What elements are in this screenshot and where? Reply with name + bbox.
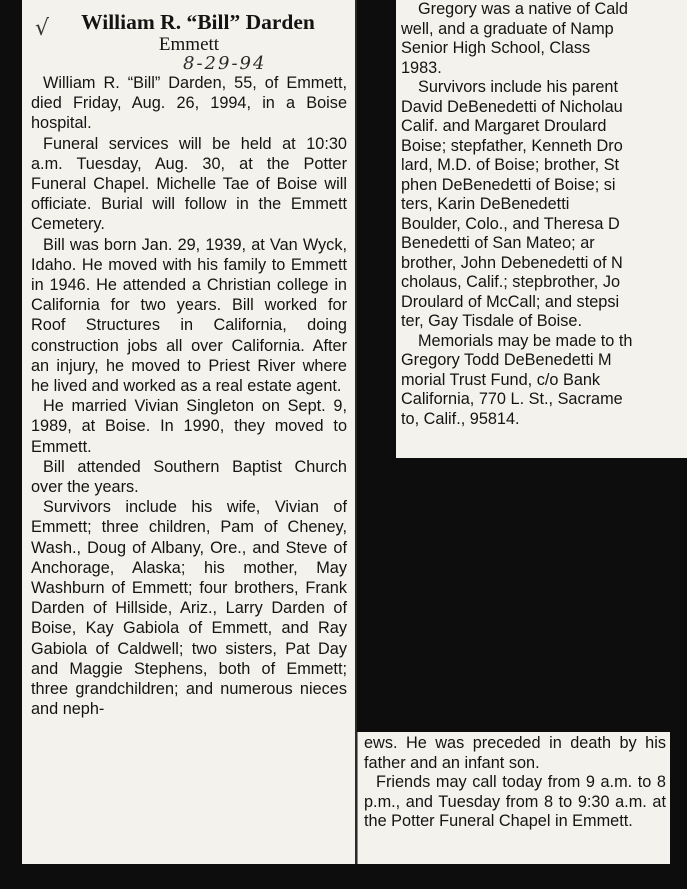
obituary-line: David DeBenedetti of Nicholau (401, 97, 623, 116)
obituary-paragraph: Bill was born Jan. 29, 1939, at Van Wyck, Idaho. He moved with his family to Emmett in 1946. He attended a Christian college in California for two years. Bill worked for Roof Structures in California, doing construction jobs all over California. After an injury, he moved to Priest River where he lived and worked as a real estate agent. (31, 235, 347, 396)
obituary-line: phen DeBenedetti of Boise; si (401, 175, 616, 194)
obituary-title: William R. “Bill” Darden (81, 10, 315, 34)
obituary-line: Gregory was a native of Cald (418, 0, 628, 18)
obituary-paragraph: Funeral services will be held at 10:30 a.m. Tuesday, Aug. 30, at the Potter Funeral Chapel. Michelle Tae of Boise will officiate. Burial will follow in the Emmett Cemetery. (31, 134, 347, 234)
obituary-line: to, Calif., 95814. (401, 409, 520, 428)
obituary-paragraph: Bill attended Southern Baptist Church over the years. (31, 457, 347, 497)
obituary-line: morial Trust Fund, c/o Bank (401, 370, 601, 389)
obituary-line: brother, John Debenedetti of N (401, 253, 623, 272)
checkmark-icon: √ (35, 16, 50, 41)
obituary-paragraph: ews. He was preceded in death by his father and an infant son. (364, 734, 666, 772)
obituary-line: Calif. and Margaret Droulard (401, 117, 607, 135)
obituary-line: Boise; stepfather, Kenneth Dro (401, 136, 623, 155)
obituary-paragraph: Friends may call today from 9 a.m. to 8 p.m., and Tuesday from 8 to 9:30 a.m. at the Potter Funeral Chapel in Emmett. (364, 773, 666, 831)
obituary-line: well, and a graduate of Namp (401, 19, 614, 38)
obituary-line: ters, Karin DeBenedetti (401, 195, 570, 213)
obituary-line: cholaus, Calif.; stepbrother, Jo (401, 273, 621, 291)
obituary-paragraph: William R. “Bill” Darden, 55, of Emmett, died Friday, Aug. 26, 1994, in a Boise hospital. (31, 74, 347, 133)
obituary-line: Senior High School, Class (401, 39, 591, 57)
obituary-line: lard, M.D. of Boise; brother, St (401, 156, 620, 174)
obituary-paragraph: Survivors include his wife, Vivian of Emmett; three children, Pam of Cheney, Wash., Doug of Albany, Ore., and Steve of Anchorage, Alaska; his mother, May Washburn of Emmett; four brothers, Frank Darden of Hillside, Ariz., Larry Darden of Boise, Kay Gabiola of Emmett, and Ray Gabiola of Caldwell; two sisters, Pat Day and Maggie Stephens, both of Emmett; three grandchildren; and numerous nieces and neph- (31, 498, 347, 719)
obituary-paragraph: He married Vivian Singleton on Sept. 9, 1989, at Boise. In 1990, they moved to Emmett. (31, 397, 347, 456)
obituary-line: Droulard of McCall; and stepsi (401, 292, 620, 311)
obituary-line: Gregory Todd DeBenedetti M (401, 351, 612, 369)
obituary-line: ter, Gay Tisdale of Boise. (401, 312, 582, 330)
obituary-line: Survivors include his parent (418, 78, 618, 96)
obituary-clipping-debenedetti (396, 0, 687, 458)
obituary-clipping-darden-continued (357, 732, 670, 864)
handwritten-date: 8-29-94 (183, 53, 267, 74)
obituary-header (31, 10, 347, 73)
obituary-line: 1983. (401, 58, 442, 77)
obituary-line: Memorials may be made to th (418, 331, 633, 350)
obituary-line: Boulder, Colo., and Theresa D (401, 214, 620, 233)
obituary-line: California, 770 L. St., Sacrame (401, 390, 623, 408)
dateline: Emmett (158, 34, 220, 55)
obituary-clipping-darden (22, 0, 357, 864)
obituary-line: Benedetti of San Mateo; ar (401, 234, 595, 252)
